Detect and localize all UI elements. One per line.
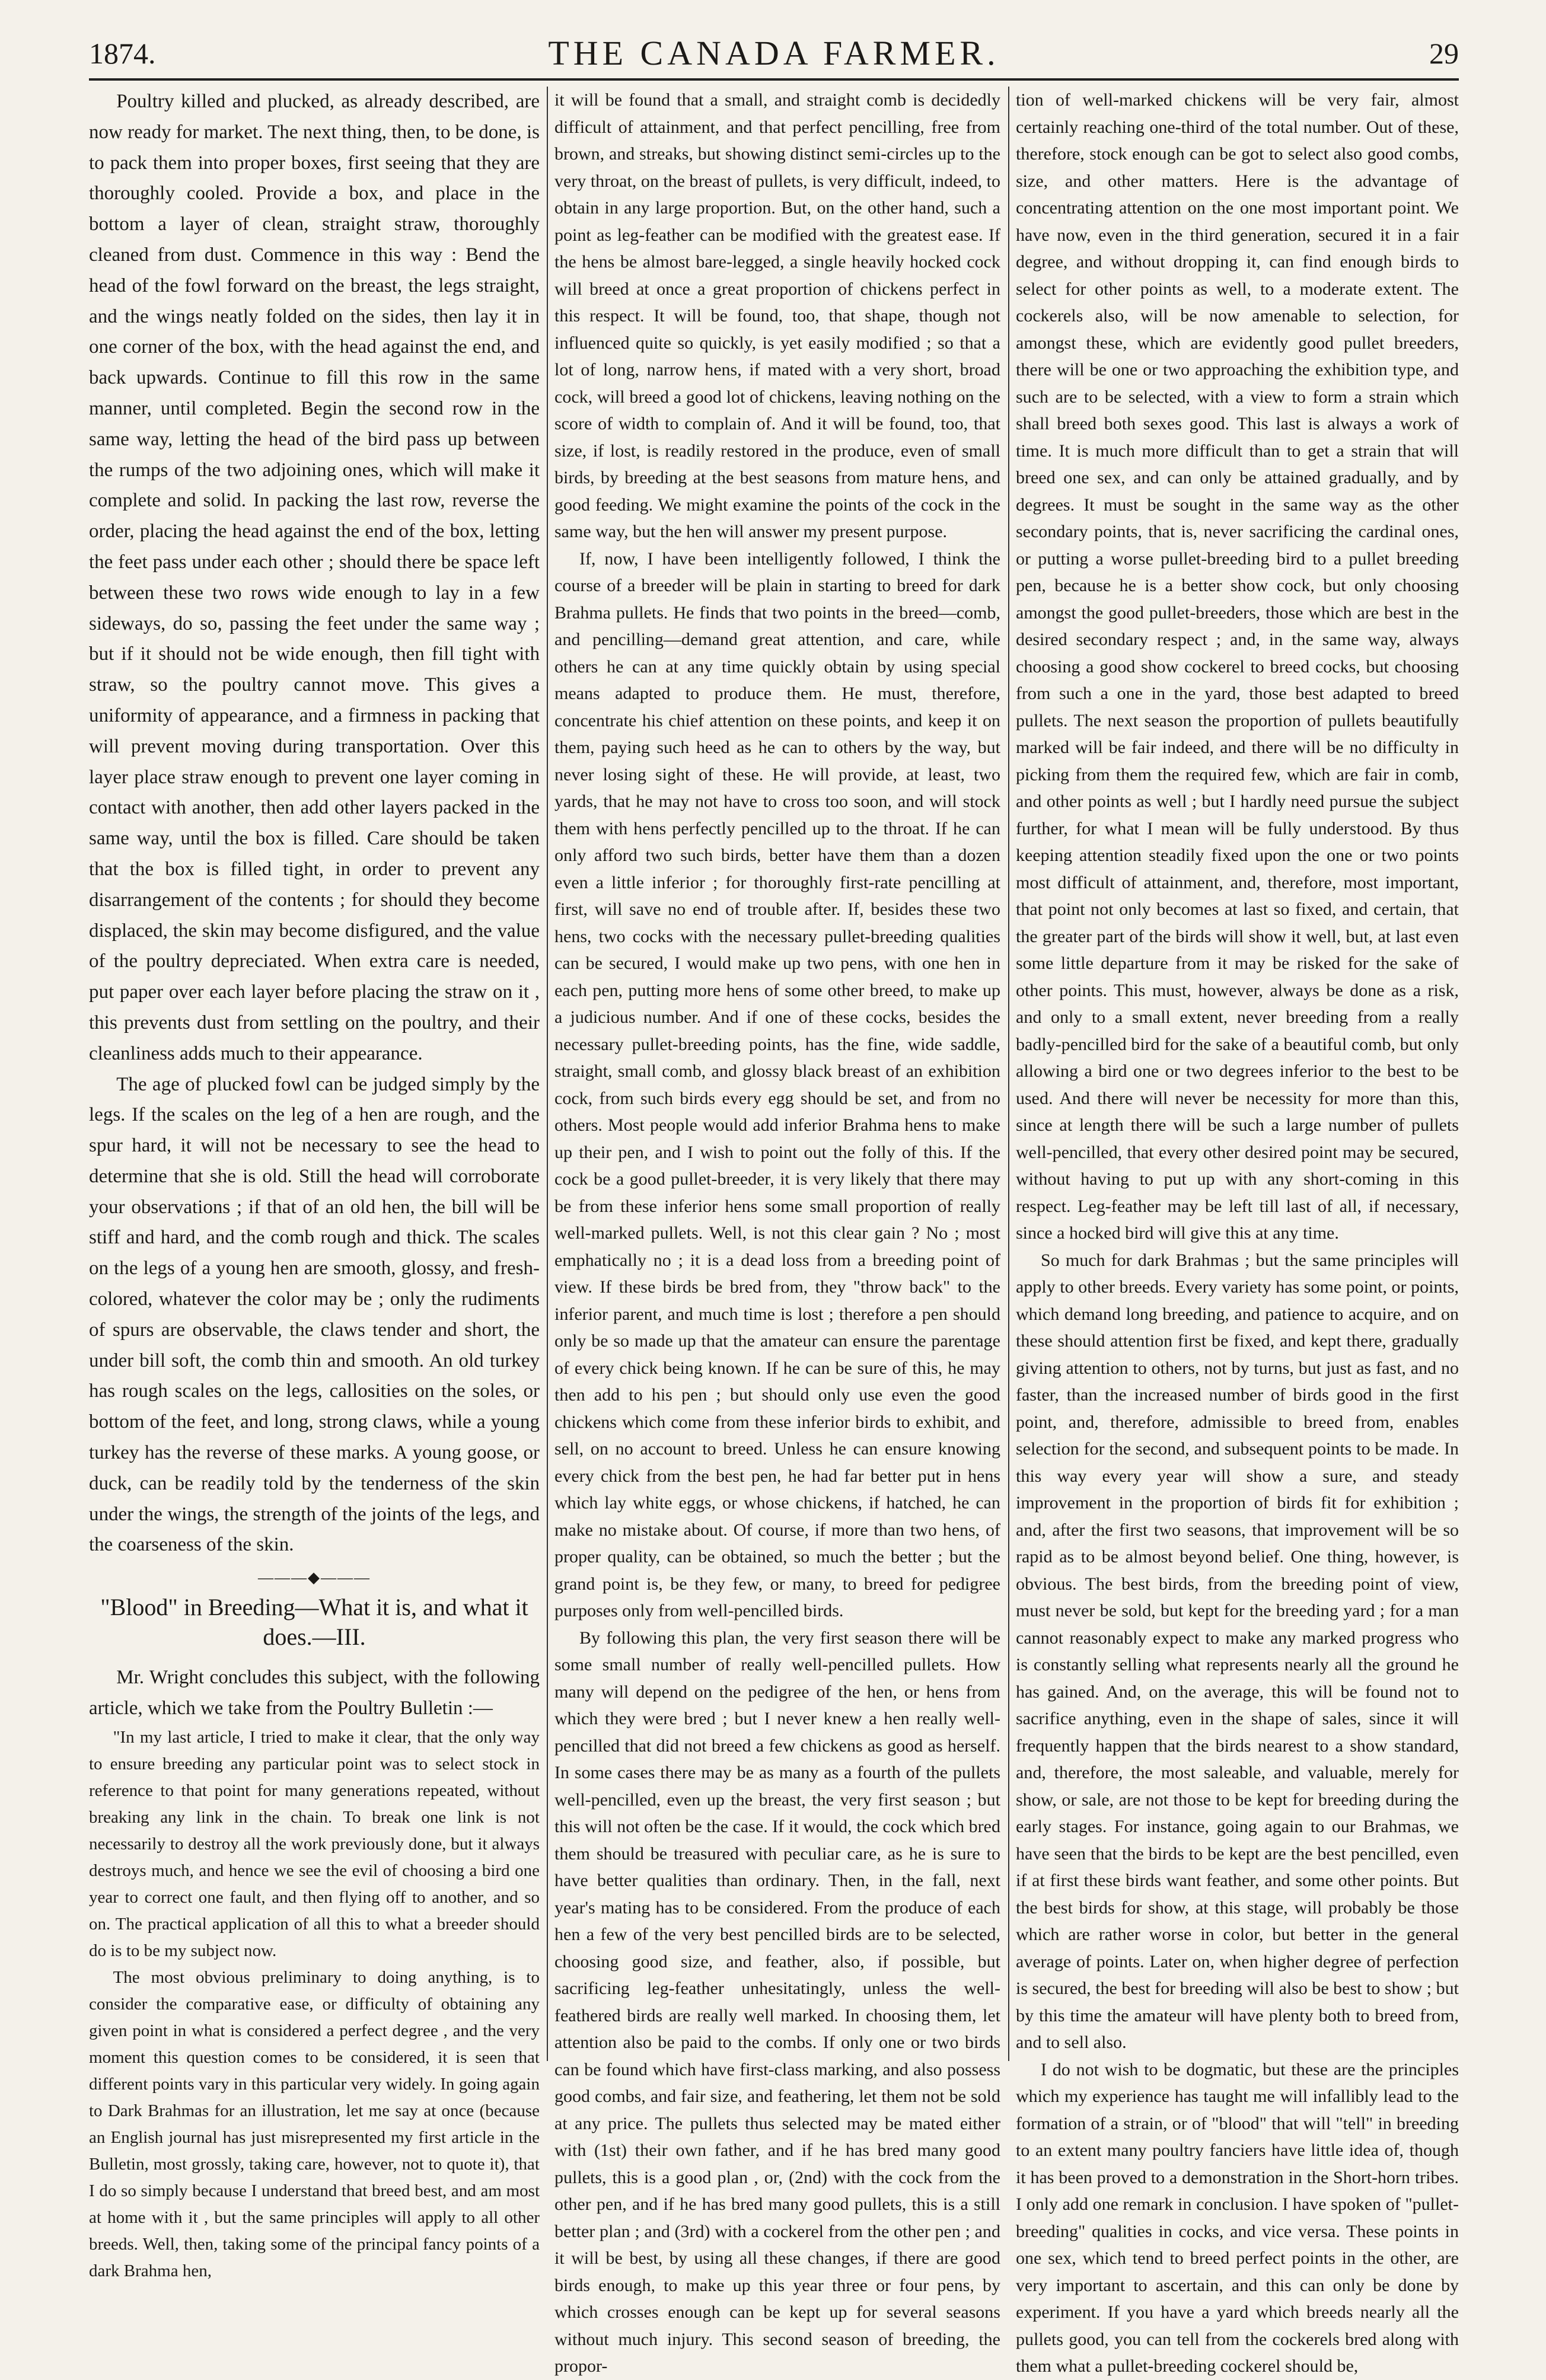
paragraph: The most obvious preliminary to doing anything, is to consider the comparative ease, or difficulty of obtaining any given point in what is considered a perfect degree , and the very moment this question comes to be considered, it is seen that different points vary in this particular very widely. In going again to Dark Brahmas for an illustration, let me say at once (because an English journal has just misrepresented my first article in the Bulletin, most grossly, taking care, however, not to quote it), that I do so simply because I understand that breed best, and am most at home with it , but the same principles will apply to all other breeds. Well, then, taking some of the principal fancy points of a dark Brahma hen, bbox=[89, 1967, 540, 2280]
paragraph: The age of plucked fowl can be judged simply by the legs. If the scales on the leg of a hen are rough, and the spur hard, it will not be necessary to see the head to determine that she is old. Still the head will corroborate your observations ; if that of an old hen, the bill will be stiff and hard, and the comb rough and thick. The scales on the legs of a young hen are smooth, glossy, and fresh-colored, whatever the color may be ; only the rudiments of spurs are observable, the claws tender and short, the under bill soft, the comb thin and smooth. An old turkey has rough scales on the legs, callosities on the soles, or bottom of the feet, and long, strong claws, while a young turkey has the reverse of these marks. A young goose, or duck, can be readily told by the tenderness of the skin under the wings, the strength of the joints of the legs, and the coarseness of the skin. bbox=[89, 1073, 540, 1556]
paragraph: I do not wish to be dogmatic, but these are the principles which my experience has taught me will infallibly lead to the formation of a strain, or of "blood" that will "tell" in breeding to an extent many poultry fanciers have little idea of, though it has been proved to a demonstration in the Short-horn tribes. I only add one remark in conclusion. I have spoken of "pullet-breeding" qualities in cocks, and vice versa. These points in one sex, which tend to breed perfect points in the other, are very important to ascertain, and this can only be done by experiment. If you have a yard which breeds nearly all the pullets good, you can tell from the cockerels bred along with them what a pullet-breeding cockerel should be, bbox=[1016, 2059, 1459, 2376]
column-separator bbox=[547, 87, 548, 2061]
masthead bbox=[89, 34, 1459, 72]
column-2 bbox=[554, 87, 1000, 2376]
newspaper-title: THE CANADA FARMER. bbox=[548, 34, 1000, 72]
header-year: 1874. bbox=[89, 37, 156, 70]
column-1 bbox=[89, 87, 540, 2280]
paragraph: tion of well-marked chickens will be very fair, almost certainly reaching one-third of the total number. Out of these, therefore, stock enough can be got to select also good combs, size, and other matters. Here is the advantage of concentrating attention on the one most important point. We have now, even in the third generation, secured it in a fair degree, and without dropping it, can find enough birds to select for other points as well, to a moderate extent. The cockerels also, will be now amenable to selection, for amongst these, which are evidently good pullet breeders, there will be one or two approaching the exhibition type, and such are to be selected, with a view to form a strain which shall breed both sexes good. This last is always a work of time. It is much more difficult than to get a strain that will breed one sex, and can only be attained gradually, and by degrees. It must be sought in the same way as the other secondary points, that is, never sacrificing the cardinal ones, or putting a worse pullet-breeding bird to a pullet breeding pen, because he is a better show cock, but only choosing amongst the good pullet-breeders, those which are best in the desired secondary respect ; and, in the same way, always choosing a good show cockerel to breed cocks, but choosing from such a one in the yard, those best adapted to breed pullets. The next season the proportion of pullets beautifully marked will be fair indeed, and there will be no difficulty in picking from them the required few, which are fair in comb, and other points as well ; but I hardly need pursue the subject further, for what I mean will be fully understood. By thus keeping attention steadily fixed upon the one or two points most difficult of attainment, and, therefore, most important, that point not only becomes at last so fixed, and certain, that the greater part of the birds will show it well, but, at last even some little departure from it may be risked for the sake of other points. This must, however, always be done as a risk, and only to a small extent, never breeding from a really badly-pencilled bird for the sake of a beautiful comb, but only allowing a bird one or two degrees inferior to the best to be used. And there will never be necessity for more than this, since at length there will be such a large number of pullets well-pencilled, that every other desired point may be secured, without having to put up with any short-coming in this respect. Leg-feather may be left till last of all, if necessary, since a hocked bird will give this at any time. bbox=[1016, 90, 1459, 1243]
paragraph: By following this plan, the very first season there will be some small number of really well-pencilled pullets. How many will depend on the pedigree of the hen, or hens from which they were bred ; but I never knew a hen really well-pencilled that did not breed a few chickens as good as herself. In some cases there may be as many as a fourth of the pullets well-pencilled, even up the breast, the very first season ; but this will not often be the case. If it would, the cock which bred them should be treasured with peculiar care, as he is sure to have better qualities than ordinary. Then, in the fall, next year's mating has to be considered. From the produce of each hen a few of the very best pencilled birds are to be selected, choosing good size, and feather, also, if possible, but sacrificing leg-feather unhesitatingly, unless the well-feathered birds are really well marked. In choosing them, let attention also be paid to the combs. If only one or two birds can be found which have first-class marking, and also possess good combs, and fair size, and feathering, let them not be sold at any price. The pullets thus selected may be mated either with (1st) their own father, and if he has bred many good pullets, this is a good plan , or, (2nd) with the cock from the other pen, and if he has bred many good pullets, this is a still better plan ; and (3rd) with a cockerel from the other pen ; and it will be best, by using all these changes, if there are good birds enough, to make up this year three or four pens, by which crosses enough can be kept up for several seasons without much injury. This second season of breeding, the propor- bbox=[554, 1628, 1000, 2376]
paragraph: "In my last article, I tried to make it clear, that the only way to ensure breeding any particular point was to select stock in reference to that point for many generations repeated, without breaking any link in the chain. To break one link is not necessarily to destroy all the work previously done, but it always destroys much, and hence we see the evil of choosing a bird one year to correct one fault, and then flying off to another, and so on. The practical application of all this to what a breeder should do is to be my subject now. bbox=[89, 1727, 540, 1960]
paragraph: So much for dark Brahmas ; but the same principles will apply to other breeds. Every variety has some point, or points, which demand long breeding, and patience to acquire, and on these should attention first be fixed, and kept there, gradually giving attention to others, not by turns, but just as fast, and no faster, than the increased number of birds good in the first point, and, therefore, admissible to breed from, enables selection for the second, and subsequent points to be made. In this way every year will show a sure, and steady improvement in the proportion of birds fit for exhibition ; and, after the first two seasons, that improvement will be so rapid as to be almost beyond belief. One thing, however, is obvious. The best birds, from the breeding point of view, must never be sold, but kept for the breeding yard ; for a man cannot reasonably expect to make any marked progress who is constantly selling what represents nearly all the ground he has gained. And, on the average, this will be found not to sacrifice anything, even in the shape of sales, since it will frequently happen that the birds nearest to a show standard, and, therefore, the most saleable, and valuable, merely for show, or sale, are not those to be kept for breeding during the early stages. For instance, going again to our Brahmas, we have seen that the birds to be kept are the best pencilled, even if at first these birds want feather, and some other points. But the best birds for show, at this stage, will probably be those which are rather worse in color, but better in the general average of points. Later on, when higher degree of perfection is secured, the best for breeding will also be best to show ; but by this time the amateur will have plenty both to breed from, and to sell also. bbox=[1016, 1250, 1459, 2052]
column-3 bbox=[1016, 87, 1459, 2376]
section-ornament: ———◆——— bbox=[258, 1569, 371, 1587]
paragraph: it will be found that a small, and straight comb is decidedly difficult of attainment, and that perfect pencilling, free from brown, and streaks, but showing distinct semi-circles up to the very throat, on the breast of pullets, is very difficult, indeed, to obtain in any large proportion. But, on the other hand, such a point as leg-feather can be modified with the greatest ease. If the hens be almost bare-legged, a single heavily hocked cock will breed at once a great proportion of chickens perfect in this respect. It will be found, too, that shape, though not influenced quite so quickly, is yet easily modified ; so that a lot of long, narrow hens, if mated with a very short, broad cock, will breed a good lot of chickens, leaving nothing on the score of width to complain of. And it will be found, too, that size, if lost, is readily restored in the produce, even of small birds, by breeding at the best seasons from mature hens, and good feeding. We might examine the points of the cock in the same way, but the hen will answer my present purpose. bbox=[554, 90, 1000, 541]
page-number: 29 bbox=[1429, 37, 1459, 70]
header-rule bbox=[89, 78, 1459, 81]
paragraph: If, now, I have been intelligently followed, I think the course of a breeder will be plain in starting to breed for dark Brahma pullets. He finds that two points in the breed—comb, and pencilling—demand great attention, and care, while others he can at any time quickly obtain by using special means adapted to produce them. He must, therefore, concentrate his chief attention on these points, and keep it on them, paying such heed as he can to others by the way, but never losing sight of these. He will provide, at least, two yards, that he may not have to cross too soon, and will stock them with hens perfectly pencilled up to the throat. If he can only afford two such birds, better have them than a dozen even a little inferior ; for thoroughly first-rate pencilling at first, will save no end of trouble after. If, besides these two hens, two cocks with the necessary pullet-breeding qualities can be secured, I would make up two pens, with one hen in each pen, putting more hens of some other breed, to make up a judicious number. And if one of these cocks, besides the necessary pullet-breeding points, has the fine, wide saddle, straight, small comb, and glossy black breast of an exhibition cock, from such birds every egg should be set, and from no others. Most people would add inferior Brahma hens to make up their pen, and I wish to point out the folly of this. If the cock be a good pullet-breeder, it is very likely that there may be from these inferior hens some small proportion of really well-marked pullets. Well, is not this clear gain ? No ; most emphatically no ; it is a dead loss from a breeding point of view. If these birds be bred from, they "throw back" to the inferior parent, and much time is lost ; therefore a pen should only be so made up that the amateur can ensure the parentage of every chick being known. If he can be sure of this, he may then add to his pen ; but should only use even the good chickens which come from these inferior birds to exhibit, and sell, on no account to breed. Unless he can ensure knowing every chick from the best pen, he had far better put in hens which lay white eggs, or whose chickens, if hatched, he can make no mistake about. Of course, if more than two hens, of proper quality, can be obtained, so much the better ; but the grand point is, be they few, or many, to breed for pedigree purposes only from well-pencilled birds. bbox=[554, 548, 1000, 1620]
article-poultry-packing bbox=[89, 87, 540, 1561]
column-separator bbox=[1008, 87, 1009, 2061]
paragraph: Poultry killed and plucked, as already described, are now ready for market. The next thing, then, to be done, is to pack them into proper boxes, first seeing that they are thoroughly cooled. Provide a box, and place in the bottom a layer of clean, straight straw, thoroughly cleaned from dust. Commence in this way : Bend the head of the fowl forward on the breast, the legs straight, and the wings neatly folded on the sides, then lay it in one corner of the box, with the head against the end, and back upwards. Continue to fill this row in the same manner, until completed. Begin the second row in the same way, letting the head of the bird pass up between the rumps of the two adjoining ones, which will make it complete and solid. In packing the last row, reverse the order, placing the head against the end of the box, letting the feet pass under each other ; should there be space left between these two rows wide enough to lay in a few sideways, do so, passing the feet under the same way ; but if it should not be wide enough, then fill tight with straw, so the poultry cannot move. This gives a uniformity of appearance, and a firmness in packing that will prevent moving during transportation. Over this layer place straw enough to prevent one layer coming in contact with another, then add other layers packed in the same way, until the box is filled. Care should be taken that the box is filled tight, in order to prevent any disarrangement of the contents ; for should they become displaced, the skin may become disfigured, and the value of the poultry depreciated. When extra care is needed, put paper over each layer before placing the straw on it , this prevents dust from settling on the poultry, and their cleanliness adds much to their appearance. bbox=[89, 91, 540, 1064]
article-heading: "Blood" in Breeding—What it is, and what it does.—III. bbox=[100, 1594, 528, 1651]
article-intro: Mr. Wright concludes this subject, with the following article, which we take from the Poultry Bulletin :— bbox=[89, 1667, 540, 1719]
article-blood-in-breeding bbox=[89, 1593, 540, 2285]
